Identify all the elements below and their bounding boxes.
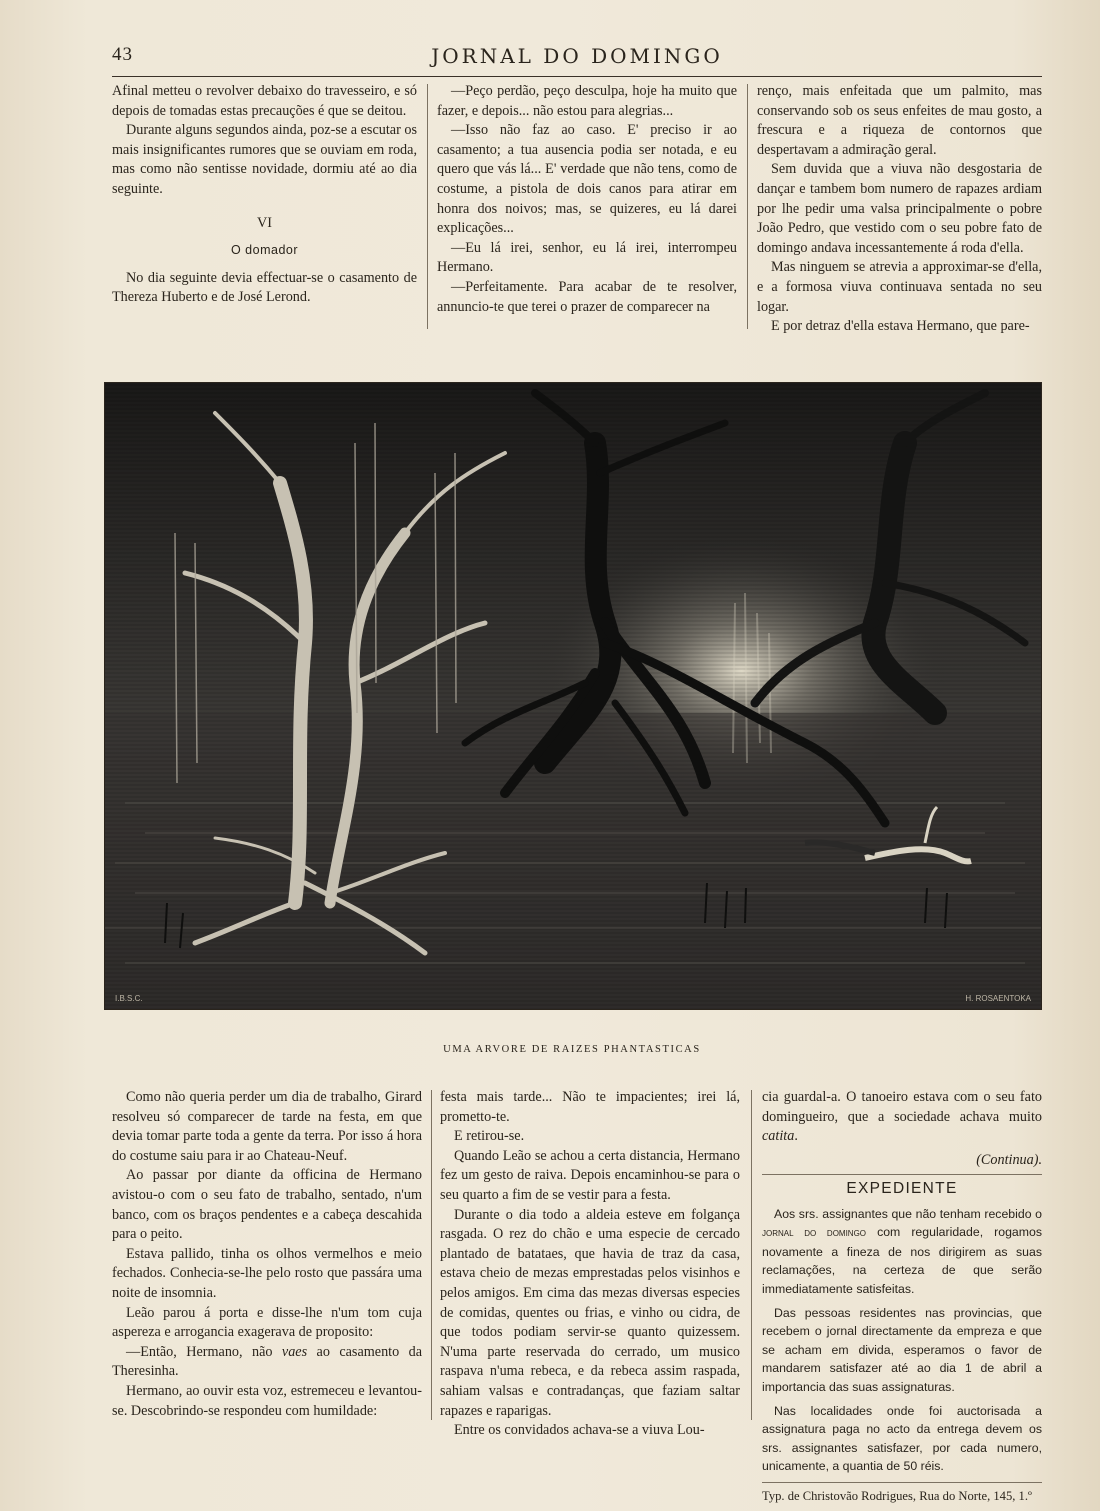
paragraph: Hermano, ao ouvir esta voz, estremeceu e levantou-se. Descobrindo-se respondeu com humildade: xyxy=(112,1382,422,1419)
page-header xyxy=(112,44,1042,72)
paragraph: Como não queria perder um dia de trabalho, Girard resolveu só comparecer de tarde na festa, em que devia tomar parte toda a gente da terra. Por isso á hora do costume saiu para ir ao Chateau-Neuf. xyxy=(112,1089,422,1164)
italic-word: catita xyxy=(762,1128,795,1145)
bottom-column-2 xyxy=(440,1088,740,1441)
paragraph: Ao passar por diante da officina de Hermano avistou-o com o seu fato de trabalho, sentado, n'um banco, com os braços pendentes e a cabeça descahida para o peito. xyxy=(112,1167,422,1243)
paragraph: Estava pallido, tinha os olhos vermelhos e meio fechados. Conhecia-se-lhe pelo rosto que passára uma noite de insomnia. xyxy=(112,1245,422,1301)
paragraph: Durante alguns segundos ainda, poz-se a escutar os mais insignificantes rumores que se ouviam em roda, mas como não sentisse novidade, dormiu até ao dia seguinte. xyxy=(112,122,417,197)
masthead-title: JORNAL DO DOMINGO xyxy=(431,44,723,68)
column-divider xyxy=(751,1090,752,1420)
mangrove-engraving xyxy=(104,382,1042,1010)
top-column-3 xyxy=(757,82,1042,337)
paragraph: —Perfeitamente. Para acabar de te resolver, annuncio-te que terei o prazer de comparecer na xyxy=(437,278,737,315)
column-divider xyxy=(747,84,748,329)
bottom-column-1 xyxy=(112,1088,422,1421)
mangrove-trees-illustration xyxy=(105,383,1041,1009)
chapter-number: VI xyxy=(257,214,272,231)
section-rule xyxy=(762,1174,1042,1175)
paragraph: Quando Leão se achou a certa distancia, Hermano fez um gesto de raiva. Depois encaminhou-se para o seu quarto a fim de se vestir para a festa. xyxy=(440,1147,740,1203)
paragraph: Sem duvida que a viuva não desgostaria de dançar e tambem bom numero de rapazes ardiam por lhe pedir uma valsa principalmente o pobre João Pedro, que vestido com o seu pobre fato de domingo andava incessantemente á roda d'ella. xyxy=(757,161,1042,256)
text-run: ao casamento da Theresinha. xyxy=(112,1343,422,1380)
paragraph: Entre os convidados achava-se a viuva Lou- xyxy=(454,1422,705,1439)
paragraph: Leão parou á porta e disse-lhe n'um tom cuja aspereza e arrogancia exagerava de proposito: xyxy=(112,1304,422,1341)
paragraph xyxy=(762,1088,1042,1147)
page-number: 43 xyxy=(112,44,133,65)
notice-paragraph: Das pessoas residentes nas provincias, que recebem o jornal directamente da empreza e que se acham em divida, esperamos o favor de mandarem satisfazer até ao dia 1 de abril a importancia das suas assignaturas. xyxy=(762,1306,1042,1394)
text-run: com regularidade, rogamos novamente a fineza de nos dirigirem as suas reclamações, na certeza de que serão immediatamente satisfeitas. xyxy=(762,1225,1042,1296)
paragraph: —Eu lá irei, senhor, eu lá irei, interrompeu Hermano. xyxy=(437,239,737,276)
column-divider xyxy=(431,1090,432,1420)
paragraph: renço, mais enfeitada que um palmito, mas conservando sob os seus enfeites de mau gosto, a frescura e a riqueza de contornos que despertavam a admiração geral. xyxy=(757,83,1042,158)
paragraph: E retirou-se. xyxy=(454,1128,525,1145)
continua-text: (Continua). xyxy=(976,1151,1042,1168)
italic-word: vaes xyxy=(281,1343,308,1360)
paragraph: E por detraz d'ella estava Hermano, que pare- xyxy=(771,318,1030,335)
notice-paragraph xyxy=(762,1205,1042,1298)
paragraph: —Isso não faz ao caso. E' preciso ir ao casamento; a tua ausencia podia ser notada, e eu quero que vás lá... E' verdade que não tens, como de costume, a pistola de dois canos para atirar em honra dos noivos; mas, se quizeres, eu lá darei explicações... xyxy=(437,122,737,237)
engraver-signature-left: I.B.S.C. xyxy=(115,994,143,1003)
paragraph xyxy=(112,1343,422,1382)
illustration-caption: UMA ARVORE DE RAIZES PHANTASTICAS xyxy=(443,1044,701,1055)
header-rule xyxy=(112,76,1042,77)
column-divider xyxy=(427,84,428,329)
notice-paragraph: Nas localidades onde foi auctorisada a assignatura paga no acto da entrega devem os srs. assignantes satisfazer, por cada numero, unicamente, a quantia de 50 réis. xyxy=(762,1404,1042,1474)
text-run: cia guardal-a. O tanoeiro estava com o seu fato domingueiro, que a sociedade achava muito xyxy=(762,1089,1042,1125)
paragraph: festa mais tarde... Não te impacientes; irei lá, prometto-te. xyxy=(440,1089,740,1125)
text-run: Aos srs. assignantes que não tenham recebido o xyxy=(774,1206,1042,1221)
paragraph: Durante o dia todo a aldeia esteve em folgança rasgada. O rez do chão e uma especie de cercado plantado de batataes, que havia de traz da casa, estava cheio de mezas emprestadas pelos visinhos e pelos amigos. Em cima das mezas diversas especies de comidas, quentes ou frias, e vinho ou cidra, de que todos podiam servir-se quanto quizessem. N'uma parte reservada do cerrado, um musico raspava n'uma rebeca, e da rebeca assim raspada, sahiam valsas e contradanças, que faziam saltar rapazes e raparigas. xyxy=(440,1206,740,1419)
expediente-heading: EXPEDIENTE xyxy=(846,1180,958,1198)
text-run: —Então, Hermano, não xyxy=(126,1343,282,1360)
top-column-2 xyxy=(437,82,737,317)
paragraph: Afinal metteu o revolver debaixo do travesseiro, e só depois de tomadas estas precauções é que se deitou. xyxy=(112,83,417,119)
printer-imprint: Typ. de Christovão Rodrigues, Rua do Norte, 145, 1.º xyxy=(762,1482,1042,1507)
paragraph: —Peço perdão, peço desculpa, hoje ha muito que fazer, e depois... não estou para alegrias... xyxy=(437,83,737,119)
text-run: . xyxy=(794,1128,798,1145)
newspaper-name-smallcaps: jornal do domingo xyxy=(762,1227,867,1240)
paragraph: Mas ninguem se atrevia a approximar-se d'ella, e a formosa viuva continuava sentada no seu logar. xyxy=(757,259,1042,315)
chapter-title: O domador xyxy=(230,243,299,258)
bottom-column-3 xyxy=(762,1088,1042,1506)
continua-note xyxy=(762,1151,1042,1171)
top-column-1 xyxy=(112,82,417,308)
paragraph: No dia seguinte devia effectuar-se o casamento de Thereza Huberto e de José Lerond. xyxy=(112,269,417,306)
expediente-notices xyxy=(762,1205,1042,1476)
engraver-signature-right: H. ROSAENTOKA xyxy=(965,994,1031,1003)
